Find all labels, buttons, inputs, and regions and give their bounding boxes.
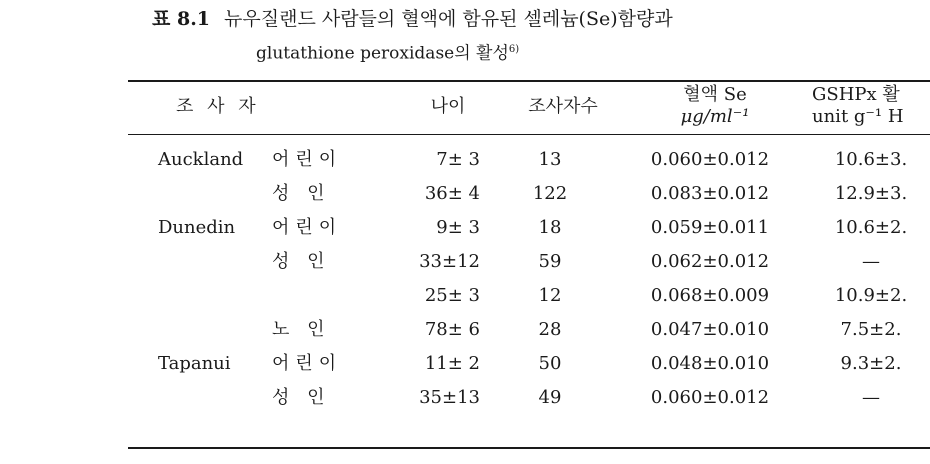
cell-group: 노 인 <box>272 319 331 340</box>
cell-se: 0.047±0.010 <box>650 319 770 340</box>
cell-place: Dunedin <box>158 217 236 238</box>
table-title-line2-wrap <box>256 38 519 66</box>
cell-place: Auckland <box>158 149 244 170</box>
header-gshpx-line1: GSHPx 활 <box>812 84 900 105</box>
cell-count: 13 <box>538 149 562 170</box>
cell-se: 0.048±0.010 <box>650 353 770 374</box>
cell-se: 0.060±0.012 <box>650 149 770 170</box>
header-se-line2: μg/ml⁻¹ <box>680 106 750 127</box>
cell-count: 49 <box>538 387 562 408</box>
cell-group: 성 인 <box>272 183 331 204</box>
cell-se: 0.083±0.012 <box>650 183 770 204</box>
cell-gshpx: 7.5±2. <box>840 319 902 340</box>
table-title-line1: 뉴우질랜드 사람들의 혈액에 함유된 셀레늄(Se)함량과 <box>224 8 673 30</box>
cell-age: 36± 4 <box>424 183 480 204</box>
header-rule <box>128 134 930 135</box>
cell-se: 0.060±0.012 <box>650 387 770 408</box>
cell-gshpx: 9.3±2. <box>840 353 902 374</box>
cell-age: 25± 3 <box>424 285 480 306</box>
cell-group: 어린이 <box>272 217 343 238</box>
cell-age: 35±13 <box>419 387 480 408</box>
cell-age: 7± 3 <box>436 149 480 170</box>
cell-count: 50 <box>538 353 562 374</box>
cell-se: 0.059±0.011 <box>650 217 770 238</box>
cell-age: 9± 3 <box>436 217 480 238</box>
cell-count: 12 <box>538 285 562 306</box>
cell-place: Tapanui <box>158 353 231 374</box>
cell-count: 28 <box>538 319 562 340</box>
header-se-line1: 혈액 Se <box>683 84 747 105</box>
cell-gshpx: 10.9±2. <box>834 285 908 306</box>
cell-age: 11± 2 <box>424 353 480 374</box>
cell-gshpx: 10.6±3. <box>834 149 908 170</box>
cell-group: 어린이 <box>272 149 343 170</box>
header-count: 조사자수 <box>528 96 598 117</box>
cell-count: 59 <box>538 251 562 272</box>
cell-gshpx: — <box>862 387 880 408</box>
cell-se: 0.068±0.009 <box>650 285 770 306</box>
cell-gshpx: 12.9±3. <box>834 183 908 204</box>
cell-gshpx: — <box>862 251 880 272</box>
cell-age: 33±12 <box>419 251 480 272</box>
table-caption <box>152 6 673 32</box>
header-age: 나이 <box>430 96 466 117</box>
reference-mark: 6) <box>508 44 520 55</box>
top-rule <box>128 80 930 82</box>
bottom-rule <box>128 447 930 449</box>
table-title-line2: glutathione peroxidase의 활성 <box>256 43 509 64</box>
header-gshpx-line2: unit g⁻¹ H <box>812 106 904 127</box>
cell-age: 78± 6 <box>424 319 480 340</box>
cell-count: 122 <box>532 183 568 204</box>
cell-group: 성 인 <box>272 387 331 408</box>
cell-group: 성 인 <box>272 251 331 272</box>
cell-gshpx: 10.6±2. <box>834 217 908 238</box>
header-investigator: 조 사 자 <box>176 96 260 117</box>
cell-count: 18 <box>538 217 562 238</box>
cell-group: 어린이 <box>272 353 343 374</box>
cell-se: 0.062±0.012 <box>650 251 770 272</box>
table-number: 표 8.1 <box>152 8 211 30</box>
